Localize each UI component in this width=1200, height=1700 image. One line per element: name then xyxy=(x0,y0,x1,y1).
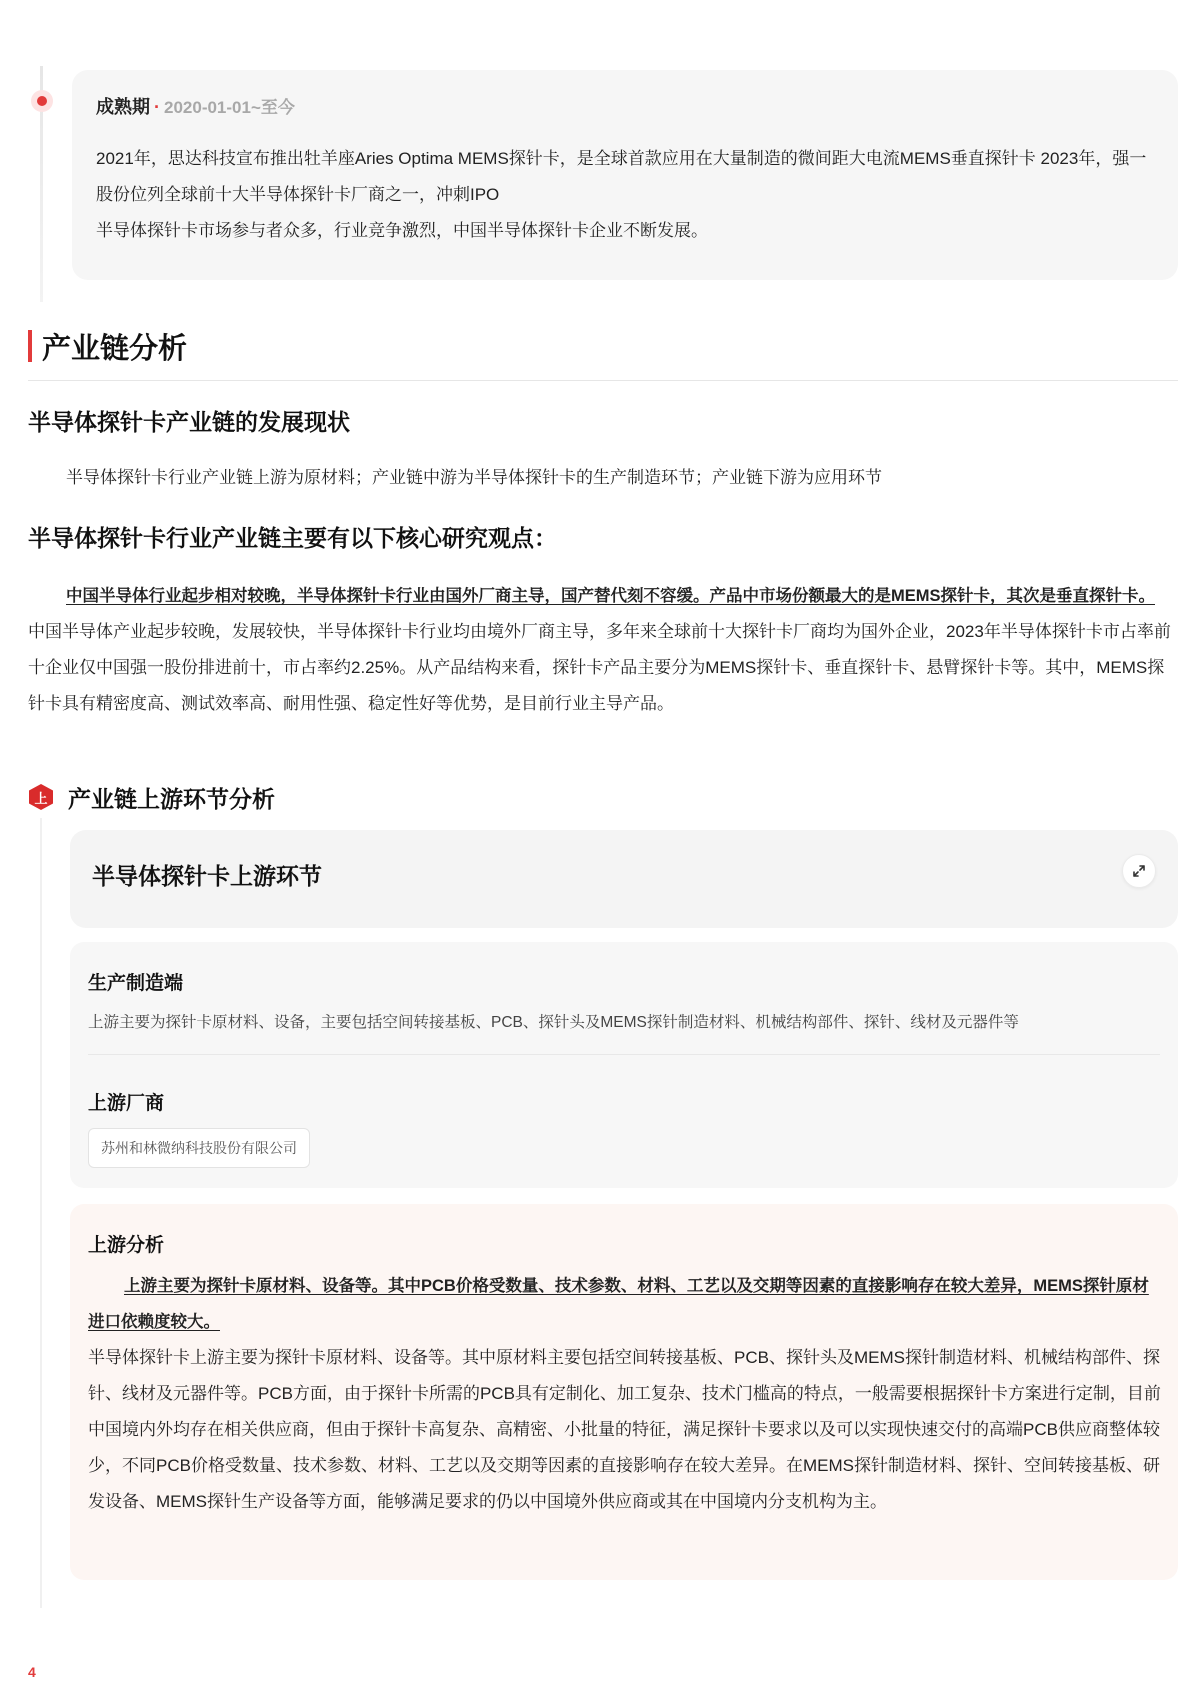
status-heading: 半导体探针卡产业链的发展现状 xyxy=(28,409,350,435)
upstream-header xyxy=(28,780,275,814)
expand-arrows-icon xyxy=(1132,864,1146,878)
upstream-analysis-card xyxy=(70,1204,1178,1580)
analysis-heading: 上游分析 xyxy=(88,1235,165,1256)
timeline-dot-icon xyxy=(31,90,53,112)
section-accent-bar xyxy=(28,330,32,362)
timeline-card xyxy=(72,70,1178,280)
core-heading: 半导体探针卡行业产业链主要有以下核心研究观点： xyxy=(28,525,557,551)
section-divider xyxy=(28,380,1178,381)
expand-button[interactable] xyxy=(1122,854,1156,888)
timeline-separator: · xyxy=(154,97,160,117)
timeline-body xyxy=(96,141,1154,249)
timeline-date-range: 2020-01-01~至今 xyxy=(164,98,295,117)
vendors-heading: 上游厂商 xyxy=(88,1093,165,1114)
vendor-chip[interactable]: 苏州和林微纳科技股份有限公司 xyxy=(88,1128,310,1168)
analysis-body: 半导体探针卡上游主要为探针卡原材料、设备等。其中原材料主要包括空间转接基板、PCB、探针头及MEMS探针制造材料、机械结构部件、探针、线材及元器件等。PCB方面，由于探针卡所需的PCB具有定制化、加工复杂、技术门槛高的特点，一般需要根据探针卡方案进行定制，目前中国境内外均存在相关供应商，但由于探针卡高复杂、高精密、小批量的特征，满足探针卡要求以及可以实现快速交付的高端PCB供应商整体较少，不同PCB价格受数量、技术参数、材料、工艺以及交期等因素的直接影响存在较大差异。在MEMS探针制造材料、探针、空间转接基板、研发设备、MEMS探针生产设备等方面，能够满足要求的仍以中国境外供应商或其在中国境内分支机构为主。 xyxy=(88,1348,1161,1511)
timeline-header xyxy=(96,94,1154,121)
core-content xyxy=(28,578,1178,722)
section-title: 产业链分析 xyxy=(42,332,188,365)
page-number: 4 xyxy=(28,1664,36,1680)
core-emphasis: 中国半导体行业起步相对较晚，半导体探针卡行业由国外厂商主导，国产替代刻不容缓。产品中市场份额最大的是MEMS探针卡，其次是垂直探针卡。 xyxy=(66,587,1155,605)
card-divider xyxy=(88,1054,1160,1055)
section-header xyxy=(28,326,187,366)
timeline-entry xyxy=(28,66,1178,302)
upstream-detail-card xyxy=(70,942,1178,1188)
status-text: 半导体探针卡行业产业链上游为原材料；产业链中游为半导体探针卡的生产制造环节；产业链下游为应用环节 xyxy=(66,468,882,487)
analysis-emphasis: 上游主要为探针卡原材料、设备等。其中PCB价格受数量、技术参数、材料、工艺以及交期等因素的直接影响存在较大差异，MEMS探针原材进口依赖度较大。 xyxy=(88,1277,1149,1331)
upstream-badge xyxy=(28,783,54,811)
manufacturing-heading: 生产制造端 xyxy=(88,973,184,994)
upstream-title: 产业链上游环节分析 xyxy=(68,785,275,812)
manufacturing-text: 上游主要为探针卡原材料、设备，主要包括空间转接基板、PCB、探针头及MEMS探针制造材料、机械结构部件、探针、线材及元器件等 xyxy=(88,1014,1019,1031)
upstream-badge-label: 上 xyxy=(34,791,48,806)
timeline-line-2: 半导体探针卡市场参与者众多，行业竞争激烈，中国半导体探针卡企业不断发展。 xyxy=(96,221,708,240)
upstream-overview-card xyxy=(70,830,1178,928)
timeline-stage: 成熟期 xyxy=(96,97,150,117)
upstream-card-title: 半导体探针卡上游环节 xyxy=(92,863,322,889)
upstream-timeline-line xyxy=(40,818,42,1608)
analysis-content xyxy=(88,1268,1164,1520)
timeline-line-1: 2021年，思达科技宣布推出牡羊座Aries Optima MEMS探针卡，是全球首款应用在大量制造的微间距大电流MEMS垂直探针卡 2023年，强一股份位列全球前十大半导体探针卡厂商之一，冲刺IPO xyxy=(96,149,1147,204)
core-body: 中国半导体产业起步较晚，发展较快，半导体探针卡行业均由境外厂商主导，多年来全球前十大探针卡厂商均为国外企业，2023年半导体探针卡市占率前十企业仅中国强一股份排进前十，市占率约2.25%。从产品结构来看，探针卡产品主要分为MEMS探针卡、垂直探针卡、悬臂探针卡等。其中，MEMS探针卡具有精密度高、测试效率高、耐用性强、稳定性好等优势，是目前行业主导产品。 xyxy=(28,622,1171,713)
